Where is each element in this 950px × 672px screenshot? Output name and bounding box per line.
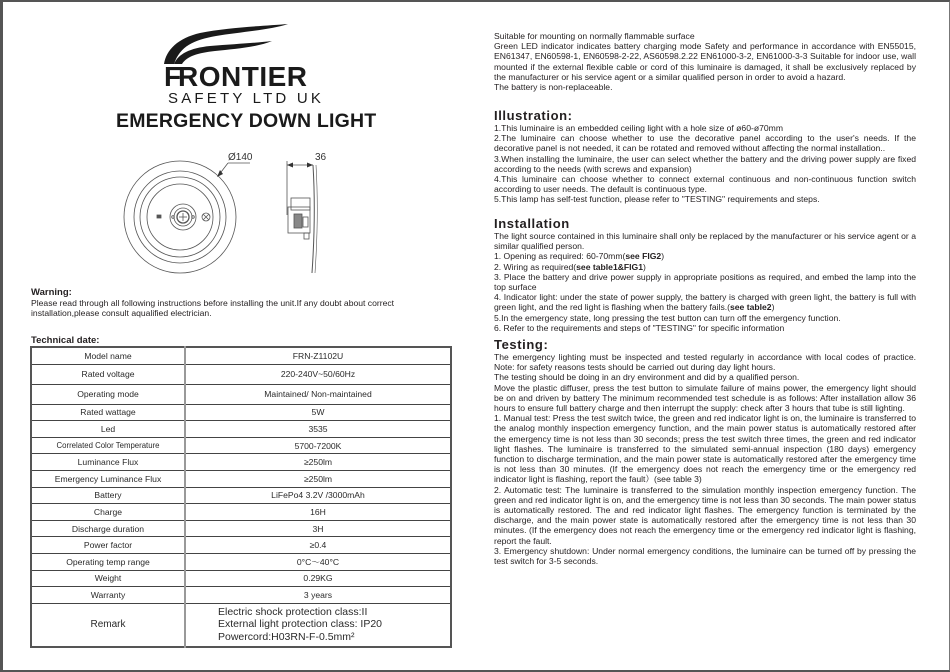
intro-line: The battery is non-replaceable. [494, 82, 613, 93]
technical-spec-table [30, 346, 452, 648]
table-reference: see table1&FIG1 [576, 261, 644, 272]
spec-value: 3 years [185, 587, 451, 604]
table-row [31, 487, 451, 504]
table-row [31, 587, 451, 604]
remark-line: Electric shock protection class:II [218, 605, 368, 618]
testing-paragraph: 2. Automatic test: The luminaire is transferred to the simulation monthly inspection emergency function. The green and red indicator light is on, and the emergency time is not less than 30 seconds. The main power status is automatically restored. The and red indicator light flashes. The emergency function is terminated by the discharge, and the main power state is automatically restored after the emergency time is not less than 30 minutes. (If the emergency does not reach the emergency time or the emergency red indicator light is flashing, report the fault. [494, 484, 916, 546]
spec-key: Emergency Luminance Flux [31, 470, 185, 487]
testing-section [494, 337, 916, 566]
testing-paragraph: The emergency lighting must be inspected and tested regularly in accordance with local codes of practice. Note: for safety reasons tests should be carried out during day light hours. [494, 352, 916, 373]
product-drawing [110, 145, 340, 280]
illustration-section [494, 108, 916, 205]
spec-key: Rated voltage [31, 364, 185, 384]
testing-paragraph: The testing should be doing in an dry environment and did by a qualified person. [494, 372, 800, 383]
spec-value: 3535 [185, 421, 451, 438]
table-row [31, 470, 451, 487]
spec-value: ≥250lm [185, 454, 451, 471]
spec-value: 16H [185, 504, 451, 521]
illustration-item: 2.The luminaire can choose whether to use the decorative panel according to the user's needs. If the decorative panel is not needed, it can be rotated and removed without affecting the normal installation.. [494, 133, 916, 154]
spec-value: LiFePo4 3.2V /3000mAh [185, 487, 451, 504]
installation-section [494, 216, 916, 333]
table-row [31, 454, 451, 471]
spec-key: Weight [31, 570, 185, 587]
intro-section [494, 31, 916, 92]
table-reference: see table2 [730, 302, 772, 313]
spec-value: 0.29KG [185, 570, 451, 587]
spec-value: 5W [185, 404, 451, 421]
brand-wordmark [164, 61, 308, 93]
testing-heading: Testing: [494, 337, 549, 352]
table-row [31, 570, 451, 587]
illustration-heading: Illustration: [494, 108, 573, 123]
spec-value: ≥250lm [185, 470, 451, 487]
spec-value: ≥0.4 [185, 537, 451, 554]
table-row [31, 537, 451, 554]
table-row [31, 520, 451, 537]
testing-paragraph: 3. Emergency shutdown: Under normal emergency conditions, the luminaire can be turned off by pressing the test switch for 3-5 seconds. [494, 545, 916, 567]
spec-value: Maintained/ Non-maintained [185, 384, 451, 404]
remark-line: External light protection class: IP20 [218, 618, 383, 631]
warning-text: Please read through all following instructions before installing the unit.If any doubt about correct installation,please consult aqualified electrician. [31, 298, 395, 319]
table-row [31, 504, 451, 521]
figure-reference: see FIG2 [625, 251, 662, 262]
spec-value: 3H [185, 520, 451, 537]
table-row [31, 364, 451, 384]
spec-key: Luminance Flux [31, 454, 185, 471]
spec-key: Rated wattage [31, 404, 185, 421]
warning-heading: Warning: [31, 287, 72, 298]
spec-value: FRN-Z1102U [185, 347, 451, 364]
wing-logo-icon [160, 24, 330, 64]
brand-subtitle: SAFETY LTD UK [168, 90, 325, 107]
spec-key: Model name [31, 347, 185, 364]
table-row [31, 384, 451, 404]
installation-item: 6. Refer to the requirements and steps of "TESTING" for specific information [494, 322, 785, 333]
installation-intro: The light source contained in this luminaire shall only be replaced by the manufacturer or his service agent or a similar qualified person. [494, 231, 916, 252]
table-row [31, 437, 451, 454]
spec-key: Warranty [31, 587, 185, 604]
intro-line: Suitable for mounting on normally flammable surface [494, 31, 695, 41]
installation-heading: Installation [494, 216, 570, 231]
spec-key: Led [31, 421, 185, 438]
installation-item: 5.In the emergency state, long pressing the test button can turn off the emergency function. [494, 312, 841, 323]
installation-item: 4. Indicator light: under the state of power supply, the battery is charged with green light, the battery is full with green light, and the red light is flashing when the battery fails.(see table2) [494, 292, 916, 313]
spec-key: Operating temp range [31, 553, 185, 570]
spec-key: Power factor [31, 537, 185, 554]
document-title: EMERGENCY DOWN LIGHT [116, 110, 377, 132]
company-logo [160, 24, 330, 107]
table-row-remark [31, 603, 451, 647]
illustration-item: 4.This luminaire can choose whether to connect external continuous and non-continuous function switch according to user needs. The default is continuous type. [494, 174, 916, 195]
technical-heading: Technical date: [31, 335, 100, 346]
spec-value: 0°C～40°C [185, 553, 451, 570]
spec-value: 5700-7200K [185, 437, 451, 454]
testing-paragraph: 1. Manual test: Press the test switch twice, the green and red indicator light is on, the luminaire is transferred to the analog monthly inspection emergency function, and the main power status is automatically restored after the emergency time is not less than 30 seconds; press the test switch three times, the green and red indicator light flashes. The luminaire is transferred to the simulated semi-annual inspection (180 days) emergency function to discharge termination, and the main power state is automatically restored after the emergency time is not less than 30 minutes. (If the emergency does not reach the emergency time or the emergency red indicator light is flashing, report the fault）(see table 3) [494, 413, 916, 485]
remark-key: Remark [31, 603, 185, 647]
remark-value [185, 603, 451, 647]
testing-paragraph: Move the plastic diffuser, press the test button to simulate failure of mains power, the emergency light should be on and driven by battery The minimum recommended test schedule is as follows: After installation allow 36 hours to ensure full battery charge and then interrupt the supply: check after 3 hours that tube is still lighting. [494, 382, 916, 414]
depth-label: 36 [315, 152, 327, 163]
spec-key: Operating mode [31, 384, 185, 404]
spec-key: Charge [31, 504, 185, 521]
installation-item: 1. Opening as required: 60-70mm(see FIG2) [494, 251, 665, 262]
downlight-technical-drawing-icon [110, 145, 340, 280]
diameter-label: Ø140 [228, 152, 253, 163]
spec-key: Battery [31, 487, 185, 504]
intro-line: Green LED indicator indicates battery charging mode Safety and performance in accordance with EN55015, EN61347, EN60598-1, EN60598-2-22, AS60598.2.22 EN61000-3-2, EN61000-3-3 Suitable for indoor use, wall mounted if the external flexible cable or cord of this luminaire is damaged, it shall be exclusively replaced by the manufacturer or his service agent or a similar qualified person in order to avoid a hazard. [494, 41, 916, 82]
installation-item: 3. Place the battery and drive power supply in appropriate positions as required, and embed the lamp into the top surface [494, 271, 916, 293]
brand-initial-f: F [164, 61, 182, 92]
table-row [31, 404, 451, 421]
table-row [31, 421, 451, 438]
table-row [31, 347, 451, 364]
illustration-item: 3.When installing the luminaire, the user can select whether the battery and the driving power supply are fixed according to the needs (with screws and expansion) [494, 153, 916, 174]
illustration-item: 1.This luminaire is an embedded ceiling light with a hole size of ø60-ø70mm [494, 123, 783, 133]
illustration-item: 5.This lamp has self-test function, please refer to "TESTING" requirements and steps. [494, 194, 820, 205]
brand-name: RONTIER [178, 61, 308, 92]
installation-item: 2. Wiring as required(see table1&FIG1) [494, 261, 646, 272]
spec-value: 220-240V~50/60Hz [185, 364, 451, 384]
spec-key: Discharge duration [31, 520, 185, 537]
spec-key: Correlated Color Temperature [31, 437, 185, 454]
table-row [31, 553, 451, 570]
remark-line: Powercord:H03RN-F-0.5mm² [218, 631, 355, 644]
